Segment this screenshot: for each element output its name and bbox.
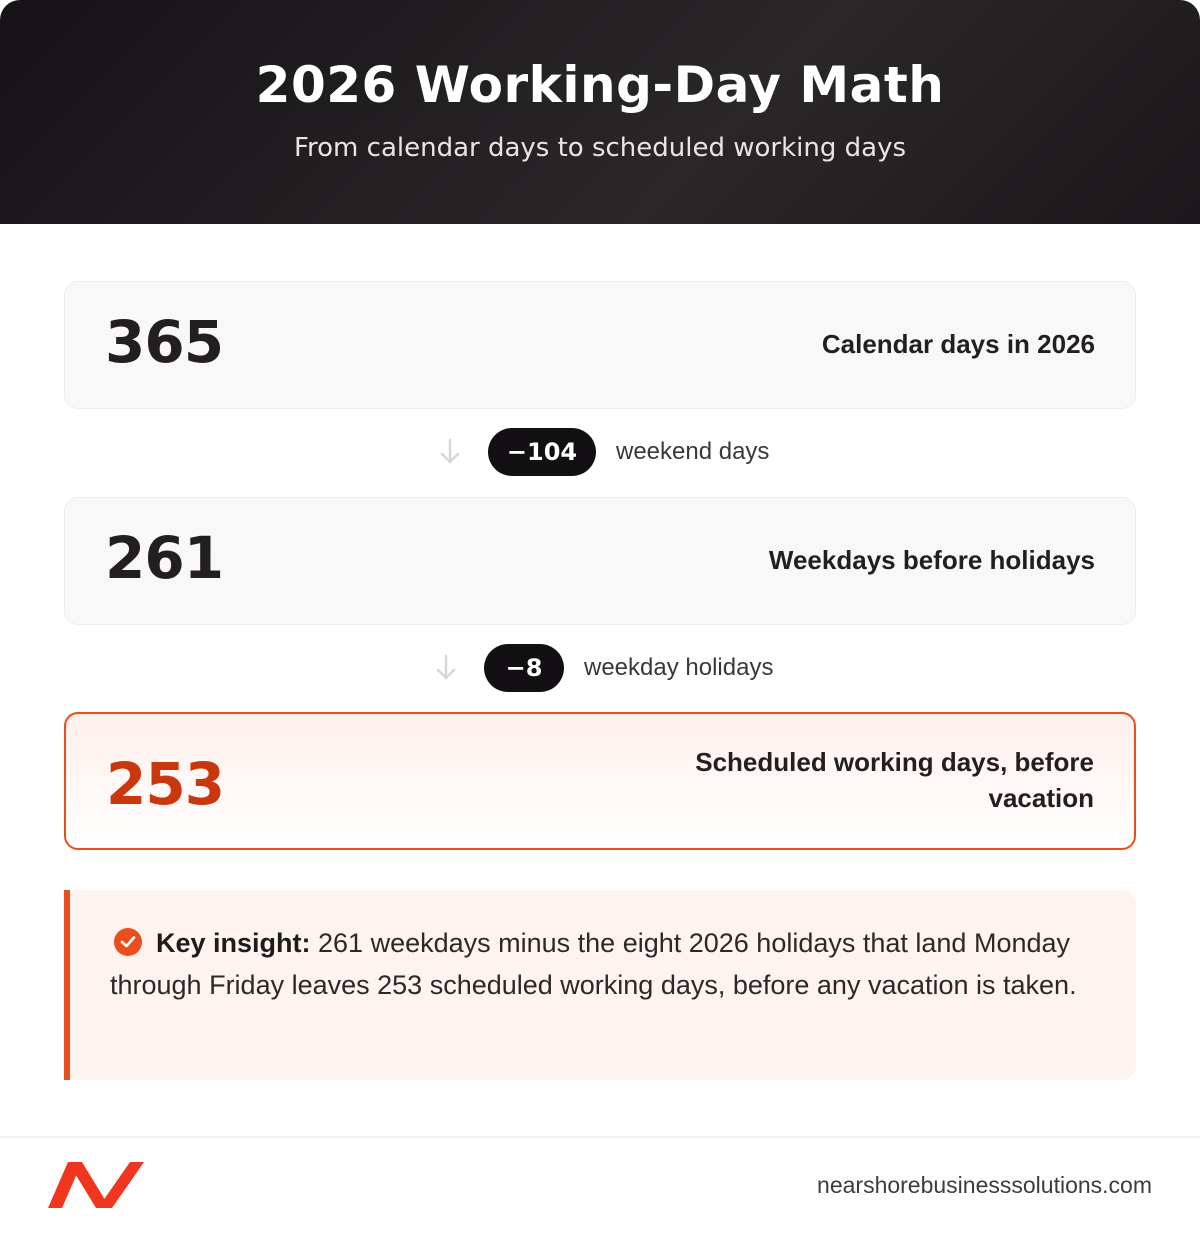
step-label: Weekdays before holidays: [768, 545, 1095, 575]
step-card-scheduled-days: [64, 712, 1136, 850]
footer-domain: nearshorebusinesssolutions.com: [817, 1172, 1152, 1198]
nearshore-logo-icon: [48, 1160, 146, 1210]
insight-body: 261 weekdays minus the eight 2026 holidays that land Monday through Friday leaves 253 scheduled working days, before any vacation is taken.: [110, 928, 1077, 1000]
connector-label: weekend days: [616, 438, 770, 465]
page-title: 2026 Working-Day Math: [255, 56, 945, 114]
step-label: Calendar days in 2026: [821, 329, 1095, 359]
connector-weekday-holidays: [0, 644, 1200, 692]
step-label: Scheduled working days, before vacation: [695, 747, 1094, 813]
page-subtitle: From calendar days to scheduled working days: [293, 133, 907, 163]
delta-badge: −8: [484, 644, 564, 692]
footer-divider: [0, 1136, 1200, 1138]
step-value: 365: [105, 308, 224, 376]
arrow-down-icon: [438, 436, 462, 468]
connector-weekend-days: [0, 428, 1200, 476]
key-insight-callout: [64, 890, 1136, 1080]
delta-badge: −104: [488, 428, 596, 476]
step-card-calendar-days: [64, 281, 1136, 409]
step-value: 261: [105, 524, 224, 592]
insight-key-label: Key insight:: [156, 928, 311, 958]
step-card-weekdays: [64, 497, 1136, 625]
header: [0, 0, 1200, 224]
arrow-down-icon: [434, 652, 458, 684]
check-circle-icon: [114, 928, 142, 956]
step-value: 253: [106, 750, 225, 818]
insight-text-block: [110, 922, 1110, 1006]
connector-label: weekday holidays: [584, 654, 774, 681]
